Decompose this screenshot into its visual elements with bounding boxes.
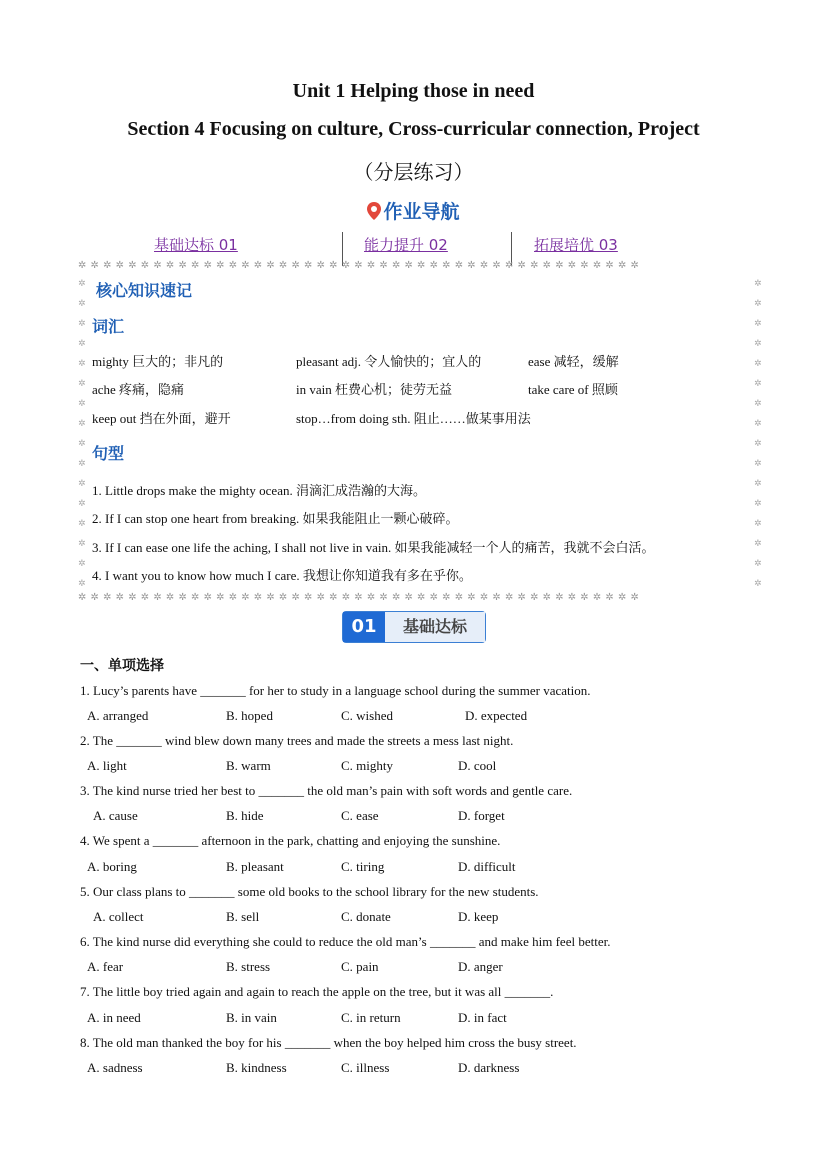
sentence-item: 2. If I can stop one heart from breaking. 如果我能阻止一颗心破碎。: [92, 511, 459, 526]
question-option[interactable]: C. donate: [341, 909, 391, 924]
question-option[interactable]: A. boring: [87, 859, 137, 874]
question-option[interactable]: A. collect: [93, 909, 144, 924]
question-option[interactable]: B. hoped: [226, 708, 273, 723]
question-option[interactable]: D. darkness: [458, 1060, 520, 1075]
question-stem: 3. The kind nurse tried her best to _______ the old man’s pain with soft words and gentle care.: [80, 783, 573, 798]
question-option[interactable]: D. forget: [458, 808, 505, 823]
nav-link-basic[interactable]: 基础达标 01: [154, 236, 238, 254]
question-option[interactable]: D. in fact: [458, 1010, 507, 1025]
star-border-bottom: ✲ ✲ ✲ ✲ ✲ ✲ ✲ ✲ ✲ ✲ ✲ ✲ ✲ ✲ ✲ ✲ ✲ ✲ ✲ ✲ ✲ ✲ ✲ ✲ ✲ ✲ ✲ ✲ ✲ ✲ ✲ ✲ ✲ ✲ ✲ ✲ ✲ ✲ ✲ ✲ ✲ ✲ ✲ ✲ ✲: [78, 592, 640, 603]
question-stem: 5. Our class plans to _______ some old books to the school library for the new students.: [80, 884, 539, 899]
vocab-item: mighty 巨大的；非凡的: [92, 354, 224, 369]
question-option[interactable]: C. tiring: [341, 859, 385, 874]
basic-level-badge: [342, 611, 486, 643]
question-option[interactable]: D. anger: [458, 959, 503, 974]
vocab-item: take care of 照顾: [528, 382, 618, 397]
question-option[interactable]: C. wished: [341, 708, 393, 723]
question-option[interactable]: A. light: [87, 758, 127, 773]
question-option[interactable]: C. in return: [341, 1010, 401, 1025]
layer-tag: （分层练习）: [353, 160, 474, 184]
vocab-item: ache 疼痛，隐痛: [92, 382, 185, 397]
question-option[interactable]: D. keep: [458, 909, 499, 924]
question-stem: 6. The kind nurse did everything she could to reduce the old man’s _______ and make him feel better.: [80, 934, 611, 949]
question-option[interactable]: A. in need: [87, 1010, 141, 1025]
question-option[interactable]: B. stress: [226, 959, 271, 974]
star-border-top: ✲ ✲ ✲ ✲ ✲ ✲ ✲ ✲ ✲ ✲ ✲ ✲ ✲ ✲ ✲ ✲ ✲ ✲ ✲ ✲ ✲ ✲ ✲ ✲ ✲ ✲ ✲ ✲ ✲ ✲ ✲ ✲ ✲ ✲ ✲ ✲ ✲ ✲ ✲ ✲ ✲ ✲ ✲ ✲ ✲: [78, 260, 640, 271]
question-option[interactable]: B. hide: [226, 808, 264, 823]
badge-label: 基础达标: [385, 612, 485, 642]
core-knowledge-box: [78, 260, 762, 603]
vocab-item: ease 减轻，缓解: [528, 354, 619, 369]
vocab-item: pleasant adj. 令人愉快的；宜人的: [296, 354, 482, 369]
page-title: Unit 1 Helping those in need: [292, 80, 535, 102]
question-stem: 4. We spent a _______ afternoon in the park, chatting and enjoying the sunshine.: [80, 833, 501, 848]
question-option[interactable]: A. sadness: [87, 1060, 143, 1075]
question-option[interactable]: B. warm: [226, 758, 271, 773]
star-border-right: ✲ ✲ ✲ ✲ ✲ ✲ ✲ ✲ ✲ ✲ ✲ ✲ ✲ ✲ ✲ ✲: [754, 279, 762, 589]
nav-link-extend[interactable]: 拓展培优 03: [534, 236, 618, 254]
sentence-item: 4. I want you to know how much I care. 我想让你知道我有多在乎你。: [92, 568, 472, 583]
question-option[interactable]: B. in vain: [226, 1010, 277, 1025]
vocab-item: keep out 挡在外面，避开: [92, 411, 231, 426]
sentence-item: 3. If I can ease one life the aching, I shall not live in vain. 如果我能减轻一个人的痛苦，我就不会白活。: [92, 540, 655, 555]
question-option[interactable]: A. fear: [87, 959, 124, 974]
question-option[interactable]: D. cool: [458, 758, 497, 773]
section-title: Section 4 Focusing on culture, Cross-curricular connection, Project: [127, 118, 700, 140]
core-knowledge-heading: 核心知识速记: [96, 281, 193, 300]
question-option[interactable]: A. arranged: [87, 708, 149, 723]
question-stem: 7. The little boy tried again and again to reach the apple on the tree, but it was all _______.: [80, 984, 554, 999]
question-option[interactable]: A. cause: [93, 808, 138, 823]
question-option[interactable]: B. kindness: [226, 1060, 287, 1075]
location-pin-icon: [367, 202, 381, 220]
question-option[interactable]: C. pain: [341, 959, 379, 974]
question-option[interactable]: C. mighty: [341, 758, 394, 773]
question-option[interactable]: D. difficult: [458, 859, 516, 874]
sentence-heading: 句型: [92, 444, 125, 463]
badge-number: 01: [343, 612, 385, 642]
question-stem: 2. The _______ wind blew down many trees and made the streets a mess last night.: [80, 733, 514, 748]
vocab-item: in vain 枉费心机；徒劳无益: [296, 382, 452, 397]
homework-nav-heading: [0, 197, 827, 224]
star-border-left: ✲ ✲ ✲ ✲ ✲ ✲ ✲ ✲ ✲ ✲ ✲ ✲ ✲ ✲ ✲ ✲: [78, 279, 86, 589]
question-option[interactable]: B. sell: [226, 909, 260, 924]
nav-link-improve[interactable]: 能力提升 02: [364, 236, 448, 254]
question-option[interactable]: D. expected: [465, 708, 528, 723]
vocab-heading: 词汇: [92, 317, 125, 336]
sentence-item: 1. Little drops make the mighty ocean. 涓滴汇成浩瀚的大海。: [92, 483, 426, 498]
question-stem: 8. The old man thanked the boy for his _______ when the boy helped him cross the busy street.: [80, 1035, 577, 1050]
nav-heading-text: 作业导航: [383, 201, 460, 223]
question-option[interactable]: C. illness: [341, 1060, 390, 1075]
vocab-item: stop…from doing sth. 阻止……做某事用法: [296, 411, 531, 426]
question-option[interactable]: B. pleasant: [226, 859, 284, 874]
question-option[interactable]: C. ease: [341, 808, 379, 823]
part-title: 一、单项选择: [80, 658, 164, 674]
question-stem: 1. Lucy’s parents have _______ for her to study in a language school during the summer vacation.: [80, 683, 591, 698]
